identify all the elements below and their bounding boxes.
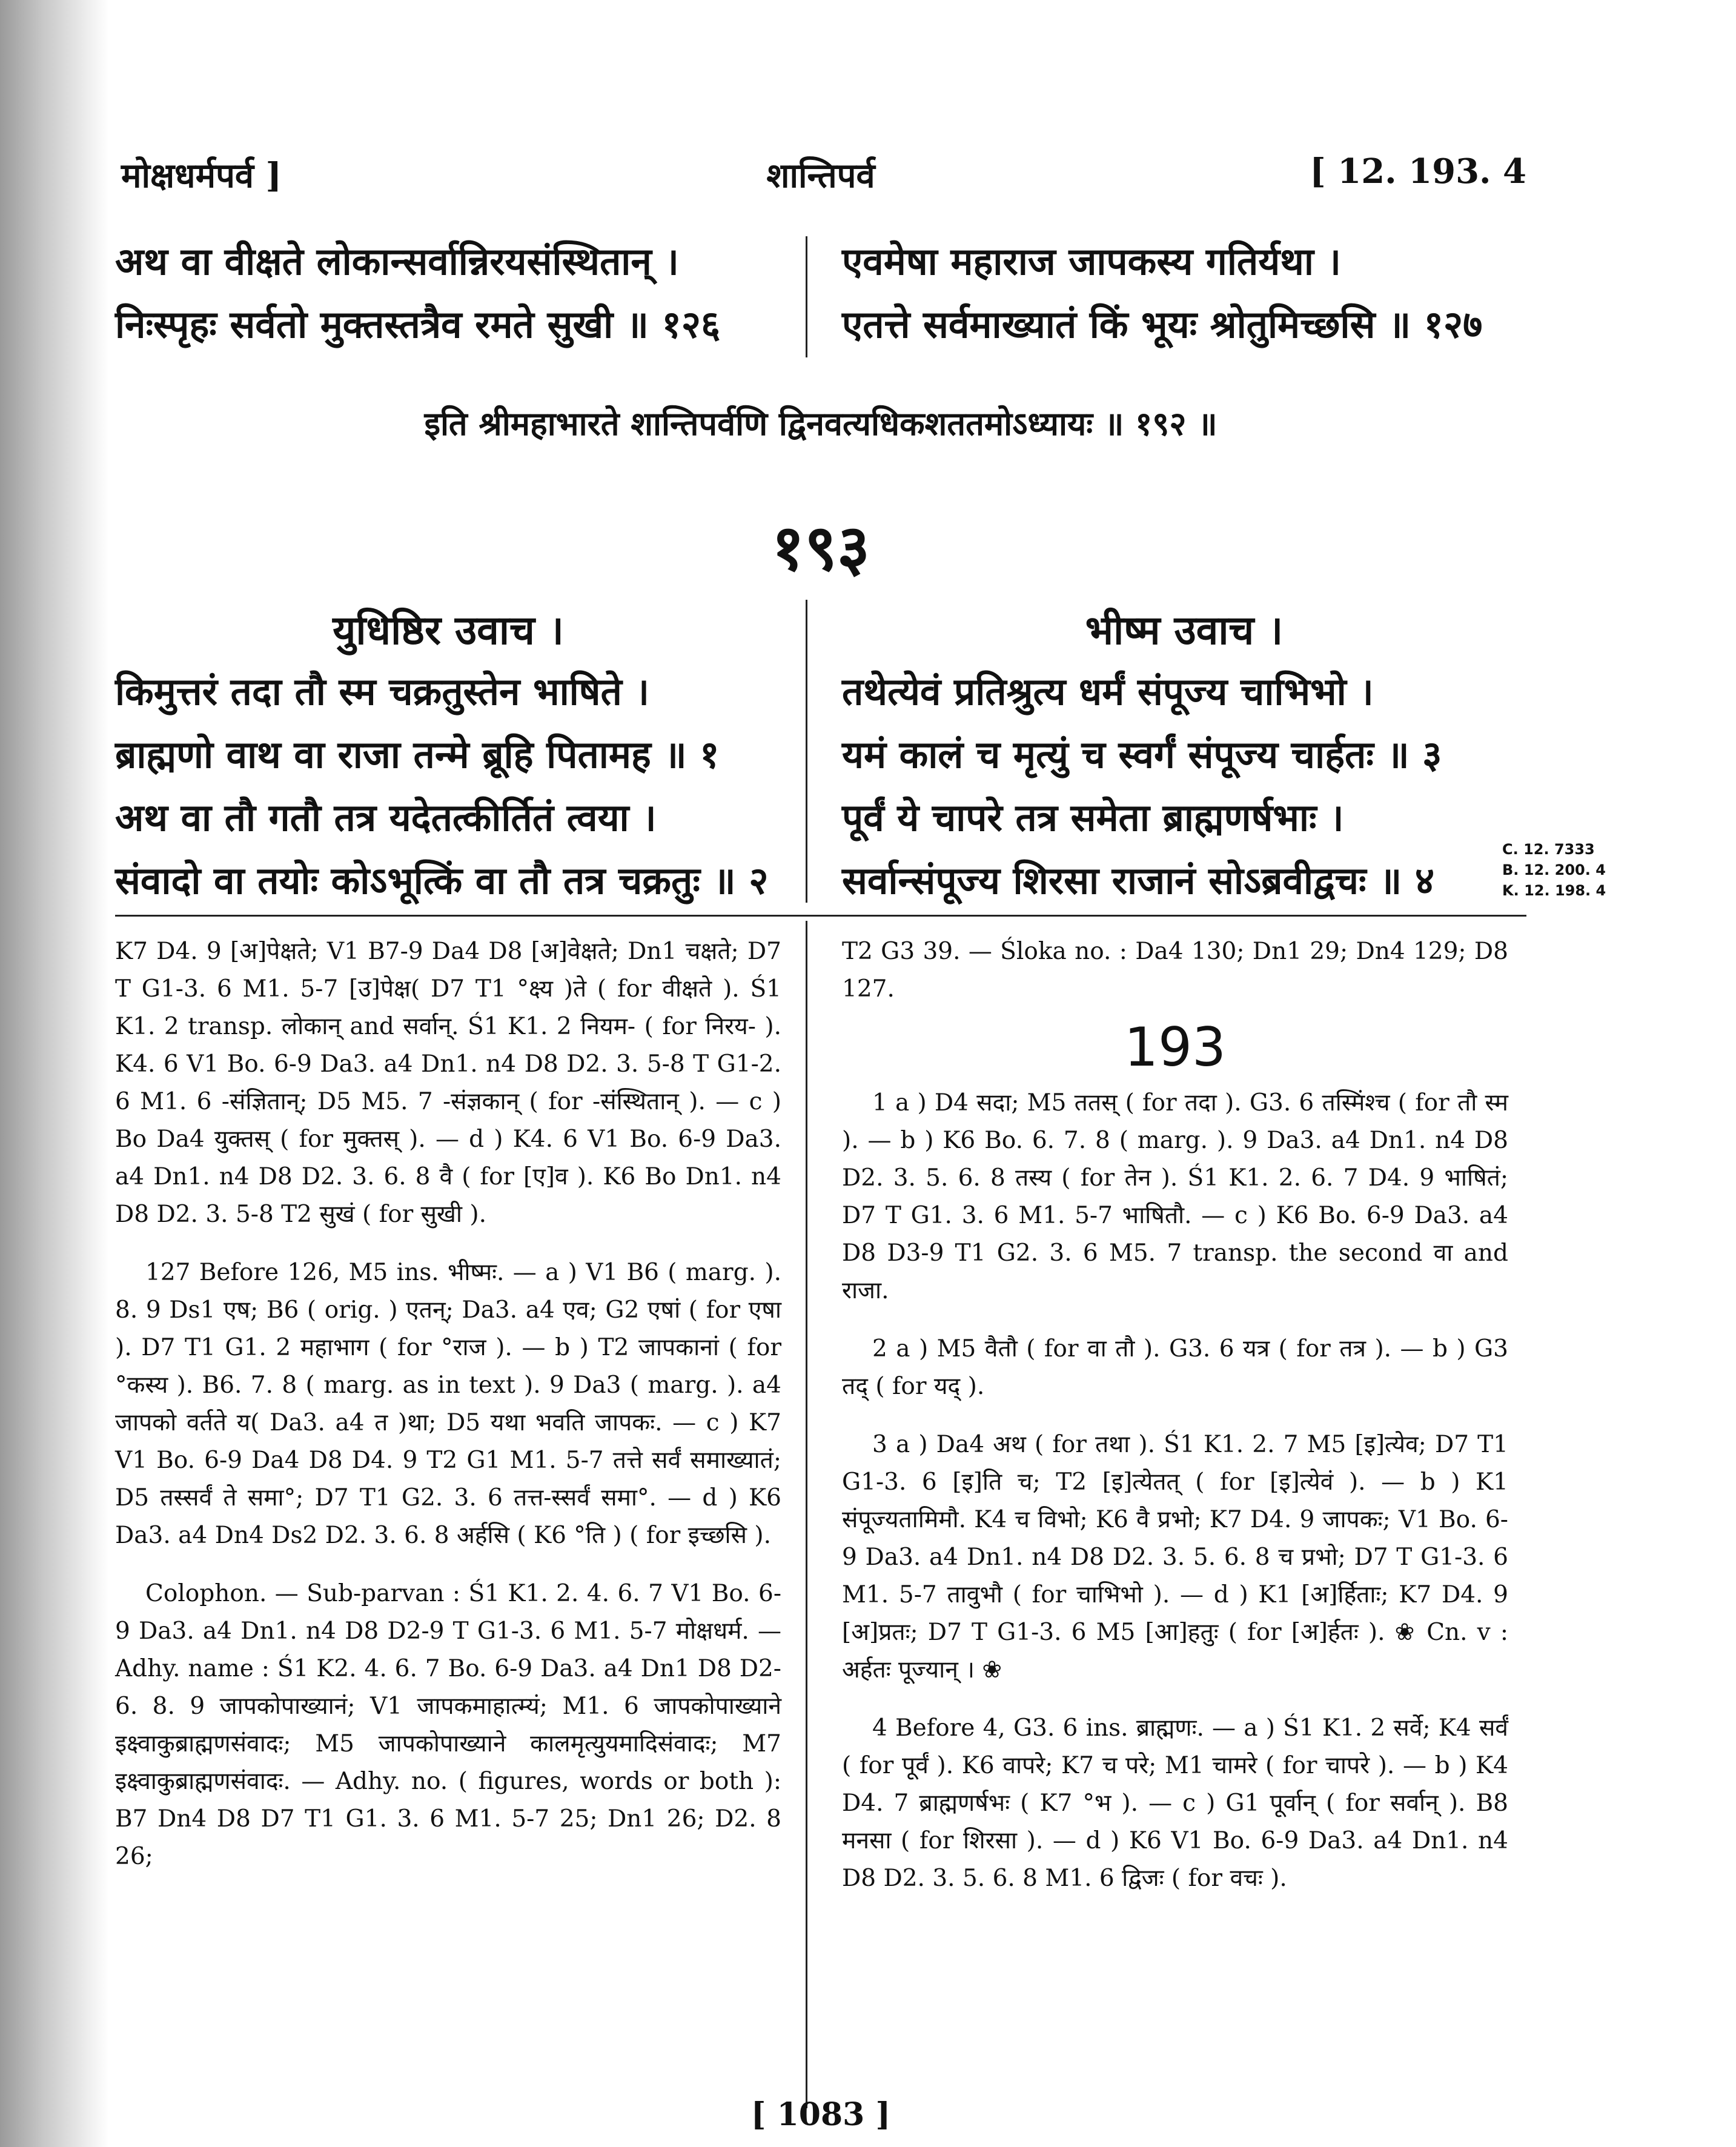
verse-line: अथ वा तौ गतौ तत्र यदेतत्कीर्तितं त्वया । xyxy=(115,795,657,840)
main-verses-right xyxy=(842,600,1526,912)
concordance-references xyxy=(1502,839,1623,901)
column-divider xyxy=(806,600,807,903)
column-divider xyxy=(806,236,807,357)
note-paragraph: Colophon. — Sub-parvan : Ś1 K1. 2. 4. 6. 7 V1 Bo. 6-9 Da3. a4 Dn1. n4 D8 D2-9 T G1-3. 6 M1. 5-7 मोक्षधर्म. — Adhy. name : Ś1 K2. 4. 6. 7 Bo. 6-9 Da3. a4 Dn1 D8 D2-6. 8. 9 जापकोपाख्यानं; V1 जापकमाहात्म्यं; M1. 6 जापकोपाख्याने इक्ष्वाकुब्राह्मणसंवादः; M5 जापकोपाख्याने कालमृत्युयमादिसंवादः; M7 इक्ष्वाकुब्राह्मणसंवादः. — Adhy. no. ( figures, words or both ): B7 Dn4 D8 D7 T1 G1. 3. 6 M1. 5-7 25; Dn1 26; D2. 8 26; xyxy=(115,1580,781,1870)
speaker-heading: युधिष्ठिर उवाच । xyxy=(333,606,564,654)
running-header xyxy=(115,145,1526,206)
page-number: [ 1083 ] xyxy=(750,2096,891,2133)
book-page xyxy=(115,133,1606,2133)
verse-line: पूर्वं ये चापरे तत्र समेता ब्राह्मणर्षभाः । xyxy=(842,795,1344,840)
scan-edge-shadow xyxy=(0,0,109,2147)
concordance-ref: C. 12. 7333 xyxy=(1502,841,1595,858)
note-paragraph: 1 a ) D4 सदा; M5 ततस् ( for तदा ). G3. 6 तस्मिंश्च ( for तौ स्म ). — b ) K6 Bo. 6. 7. 8 ( marg. ). 9 Da3. a4 Dn1. n4 D8 D2. 3. 5. 6. 8 तस्य ( for तेन ). Ś1 K1. 2. 6. 7 D4. 9 भाषितं; D7 T G1. 3. 6 M1. 5-7 भाषितौ. — c ) K6 Bo. 6-9 Da3. a4 D8 D3-9 T1 G2. 3. 6 M5. 7 transp. the second वा and राजा. xyxy=(842,1089,1508,1304)
verse-line: यमं कालं च मृत्युं च स्वर्गं संपूज्य चार्हतः ॥ ३ xyxy=(842,732,1442,777)
top-verses-left xyxy=(115,230,781,356)
notes-chapter-heading: 193 xyxy=(1124,1016,1226,1078)
notes-separator xyxy=(115,915,1526,917)
note-paragraph: 4 Before 4, G3. 6 ins. ब्राह्मणः. — a ) Ś1 K1. 2 सर्वे; K4 सर्वं ( for पूर्वं ). K6 वापरे; K7 च परे; M1 चामरे ( for चापरे ). — b ) K4 D4. 7 ब्राह्मणर्षभः ( K7 °भ ). — c ) G1 पूर्वान् ( for सर्वान् ). B8 मनसा ( for शिरसा ). — d ) K6 V1 Bo. 6-9 Da3. a4 Dn1. n4 D8 D2. 3. 5. 6. 8 M1. 6 द्विजः ( for वचः ). xyxy=(842,1714,1508,1892)
note-paragraph: 2 a ) M5 वैतौ ( for वा तौ ). G3. 6 यत्र ( for तत्र ). — b ) G3 तद् ( for यद् ). xyxy=(842,1335,1508,1400)
header-left: मोक्षधर्मपर्व ] xyxy=(121,156,282,196)
critical-notes-right xyxy=(842,933,1508,1918)
concordance-ref: K. 12. 198. 4 xyxy=(1502,882,1606,899)
main-verses xyxy=(115,600,1526,903)
verse-line: निःस्पृहः सर्वतो मुक्तस्तत्रैव रमते सुखी ॥ १२६ xyxy=(115,302,721,347)
chapter-number: १९३ xyxy=(771,510,870,585)
verse-line: किमुत्तरं तदा तौ स्म चक्रतुस्तेन भाषिते । xyxy=(115,669,649,714)
notes-column-divider xyxy=(806,921,807,2108)
top-verses-right xyxy=(842,230,1526,356)
verse-line: तथेत्येवं प्रतिश्रुत्य धर्मं संपूज्य चाभिभो । xyxy=(842,669,1374,714)
note-paragraph: 3 a ) Da4 अथ ( for तथा ). Ś1 K1. 2. 7 M5 [इ]त्येव; D7 T1 G1-3. 6 [इ]ति च; T2 [इ]त्येतत् ( for [इ]त्येवं ). — b ) K1 संपूज्यतामिमौ. K4 च विभो; K6 वै प्रभो; K7 D4. 9 जापकः; V1 Bo. 6-9 Da3. a4 Dn1. n4 D8 D2. 3. 5. 6. 8 च प्रभो; D7 T G1-3. 6 M1. 5-7 तावुभौ ( for चाभिभो ). — d ) K1 [अ]र्हिताः; K7 D4. 9 [अ]प्रतः; D7 T G1-3. 6 M5 [आ]हतुः ( for [अ]र्हतः ). ❀ Cn. v : अर्हतः पूज्यान् । ❀ xyxy=(842,1431,1508,1684)
header-right: [ 12. 193. 4 xyxy=(1310,151,1526,191)
top-verses xyxy=(115,230,1526,363)
concordance-ref: B. 12. 200. 4 xyxy=(1502,861,1606,878)
note-paragraph: T2 G3 39. — Śloka no. : Da4 130; Dn1 29; Dn4 129; D8 127. xyxy=(842,938,1508,1003)
note-paragraph: K7 D4. 9 [अ]पेक्षते; V1 B7-9 Da4 D8 [अ]वेक्षते; Dn1 चक्षते; D7 T G1-3. 6 M1. 5-7 [उ]पेक्ष( D7 T1 °क्ष्य )ते ( for वीक्षते ). Ś1 K1. 2 transp. लोकान् and सर्वान्. Ś1 K1. 2 नियम- ( for निरय- ). K4. 6 V1 Bo. 6-9 Da3. a4 Dn1. n4 D8 D2. 3. 5-8 T G1-2. 6 M1. 6 -संज्ञितान्; D5 M5. 7 -संज्ञकान् ( for -संस्थितान् ). — c ) Bo Da4 युक्तस् ( for मुक्तस् ). — d ) K4. 6 V1 Bo. 6-9 Da3. a4 Dn1. n4 D8 D2. 3. 6. 8 वै ( for [ए]व ). K6 Bo Dn1. n4 D8 D2. 3. 5-8 T2 सुखं ( for सुखी ). xyxy=(115,938,781,1228)
main-verses-left xyxy=(115,600,781,912)
chapter-colophon: इति श्रीमहाभारते शान्तिपर्वणि द्विनवत्यधिकशततमोऽध्यायः ॥ १९२ ॥ xyxy=(424,404,1218,443)
verse-line: सर्वान्संपूज्य शिरसा राजानं सोऽब्रवीद्वचः ॥ ४ xyxy=(842,858,1435,903)
verse-line: ब्राह्मणो वाथ वा राजा तन्मे ब्रूहि पितामह ॥ १ xyxy=(115,732,720,777)
verse-line: अथ वा वीक्षते लोकान्सर्वान्निरयसंस्थितान् । xyxy=(115,239,679,284)
note-paragraph: 127 Before 126, M5 ins. भीष्मः. — a ) V1 B6 ( marg. ). 8. 9 Ds1 एष; B6 ( orig. ) एतन्; Da3. a4 एव; G2 एषां ( for एषा ). D7 T1 G1. 2 महाभाग ( for °राज ). — b ) T2 जापकानां ( for °कस्य ). B6. 7. 8 ( marg. as in text ). 9 Da3 ( marg. ). a4 जापको वर्तते य( Da3. a4 त )था; D5 यथा भवति जापकः. — c ) K7 V1 Bo. 6-9 Da4 D8 D4. 9 T2 G1 M1. 5-7 तत्ते सर्वं समाख्यातं; D5 तस्सर्वं ते समा°; D7 T1 G2. 3. 6 तत्त-स्सर्वं समा°. — d ) K6 Da3. a4 Dn4 Ds2 D2. 3. 6. 8 अर्हसि ( K6 °ति ) ( for इच्छसि ). xyxy=(115,1259,781,1549)
verse-line: संवादो वा तयोः कोऽभूत्किं वा तौ तत्र चक्रतुः ॥ २ xyxy=(115,858,769,903)
verse-line: एवमेषा महाराज जापकस्य गतिर्यथा । xyxy=(842,239,1341,284)
verse-line: एतत्ते सर्वमाख्यातं किं भूयः श्रोतुमिच्छसि ॥ १२७ xyxy=(842,302,1483,347)
speaker-heading: भीष्म उवाच । xyxy=(1085,606,1284,654)
critical-notes-left xyxy=(115,933,781,1896)
header-center: शान्तिपर्व xyxy=(766,156,875,196)
